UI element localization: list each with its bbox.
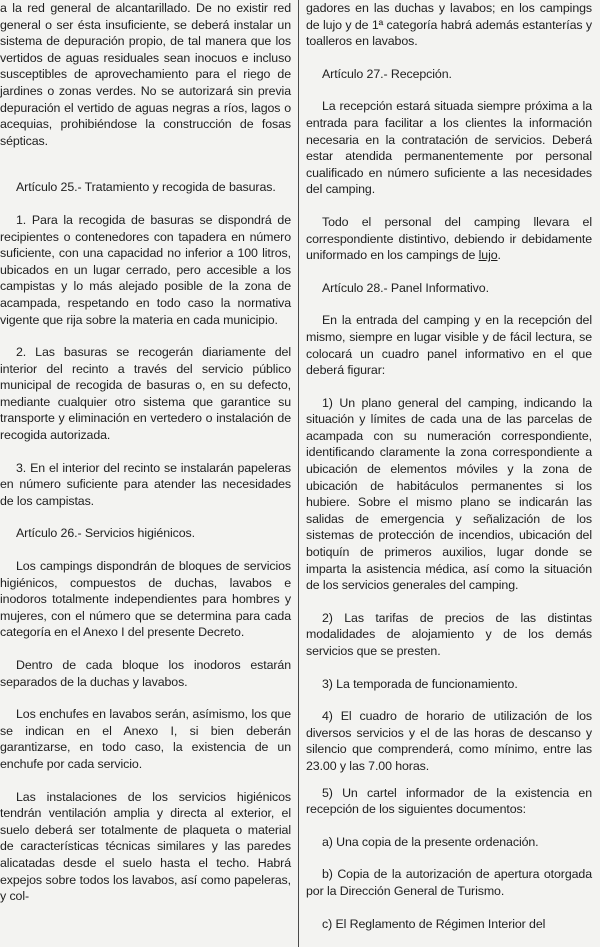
article-25-item-1: 1. Para la recogida de basuras se dispondrá de recipientes o contenedores con tapadera en número suficiente, con una capacidad no inferior a 100 litros, ubicados en un lugar cerrado, pero accesible a los campistas y lo más alejado posible de la zona de acampada, respetando en todo caso la normativa vigente que rija sobre la materia en cada municipio. [0,212,291,327]
column-divider [298,0,299,947]
article-28-item-3: 3) La temporada de funcionamiento. [322,676,518,691]
paragraph-sewage: a la red general de alcantarillado. De no existir red general o ser ésta insuficiente, se deberá instalar un sistema de depuración propio, de tal manera que los vertidos de aguas residuales sean inocuos e incluso susceptibles de aprovechamiento para el riego de jardines o zonas verdes. No se autorizará sin previa depuración el vertido de aguas negras a ríos, lagos o acequias, prohibiéndose la construcción de fosas sépticas. [0,1,291,148]
article-28-heading: Artículo 28.- Panel Informativo. [322,280,489,295]
article-26-paragraph-1: Los campings dispondrán de bloques de servicios higiénicos, compuestos de duchas, lavabos e inodoros totalmente independientes para hombres y mujeres, con el número que se determina para cada categoría en el Anexo I del presente Decreto. [0,559,291,640]
article-28-item-1: 1) Un plano general del camping, indicando la situación y límites de cada una de las parcelas de acampada con su numeración correspondiente, identificando claramente la zona correspondiente a ubicación de elementos móviles y la zona de ubicación de habitáculos permanentes si los hubiere. Sobre el mismo plano se indicarán las salidas de emergencia y señalización de los sistemas de protección de incendios, ubicación del botiquín de primeros auxilios, lugar donde se imparta la asistencia médica, así como la situación de los servicios generales del camping. [306,395,592,593]
article-28-item-5a: a) Una copia de la presente ordenación. [322,834,539,849]
article-28-item-4: 4) El cuadro de horario de utilización de los diversos servicios y el de las horas de descanso y silencio que comprenderá, como mínimo, entre las 23.00 y las 7.00 horas. [306,709,592,773]
underlined-word: lujo [478,248,498,263]
article-27-paragraph-2 [306,214,592,264]
article-26-heading: Artículo 26.- Servicios higiénicos. [16,526,195,541]
article-25-heading: Artículo 25.- Tratamiento y recogida de basuras. [16,180,276,195]
left-column [0,0,291,905]
article-27-heading: Artículo 27.- Recepción. [322,66,452,81]
article-28-item-5c: c) El Reglamento de Régimen Interior del [322,916,546,931]
article-26-paragraph-2: Dentro de cada bloque los inodoros estarán separados de la duchas y lavabos. [0,658,291,689]
article-25-item-2: 2. Las basuras se recogerán diariamente del interior del recinto a través del servicio público municipal de recogida de basuras o, en su defecto, mediante cualquier otro sistema que garantice su transporte y eliminación en vertedero o instalación de recogida autorizada. [0,345,291,443]
article-28-intro: En la entrada del camping y en la recepción del mismo, siempre en lugar visible y de fácil lectura, se colocará un cuadro panel informativo en el que deberá figurar: [306,313,592,378]
article-28-item-2: 2) Las tarifas de precios de las distintas modalidades de alojamiento y de los demás servicios que se presten. [306,610,592,658]
period: . [497,248,501,263]
article-26-paragraph-4: Las instalaciones de los servicios higiénicos tendrán ventilación amplia y directa al exterior, el suelo deberá ser totalmente de plaqueta o material de características técnicas similares y las paredes alicatadas desde el suelo hasta el techo. Habrá expejos sobre todos los lavabos, así como papeleras, y col- [0,789,291,904]
article-28-item-5b: b) Copia de la autorización de apertura otorgada por la Dirección General de Turismo. [306,867,592,898]
article-25-item-3: 3. En el interior del recinto se instalarán papeleras en número suficiente para atender las necesidades de los campistas. [0,460,291,508]
article-27-paragraph-2-text: Todo el personal del camping llevara el correspondiente distintivo, debiendo ir debidamente uniformado en los campings de [306,214,592,263]
paragraph-continuation: gadores en las duchas y lavabos; en los campings de lujo y de 1ª categoría habrá además estanterías y toalleros en lavabos. [306,1,592,49]
article-26-paragraph-3: Los enchufes en lavabos serán, asímismo, los que se indican en el Anexo I, si bien deberán garantizarse, en todo caso, la existencia de un enchufe por cada servicio. [0,707,291,771]
right-column [306,0,592,932]
article-27-paragraph-1: La recepción estará situada siempre próxima a la entrada para facilitar a los clientes la información necesaria en la contratación de servicios. Deberá estar atendida permanentemente por personal cualificado en número suficiente a las necesidades del camping. [306,99,592,197]
article-28-item-5: 5) Un cartel informador de la existencia en recepción de los siguientes documentos: [306,785,592,817]
